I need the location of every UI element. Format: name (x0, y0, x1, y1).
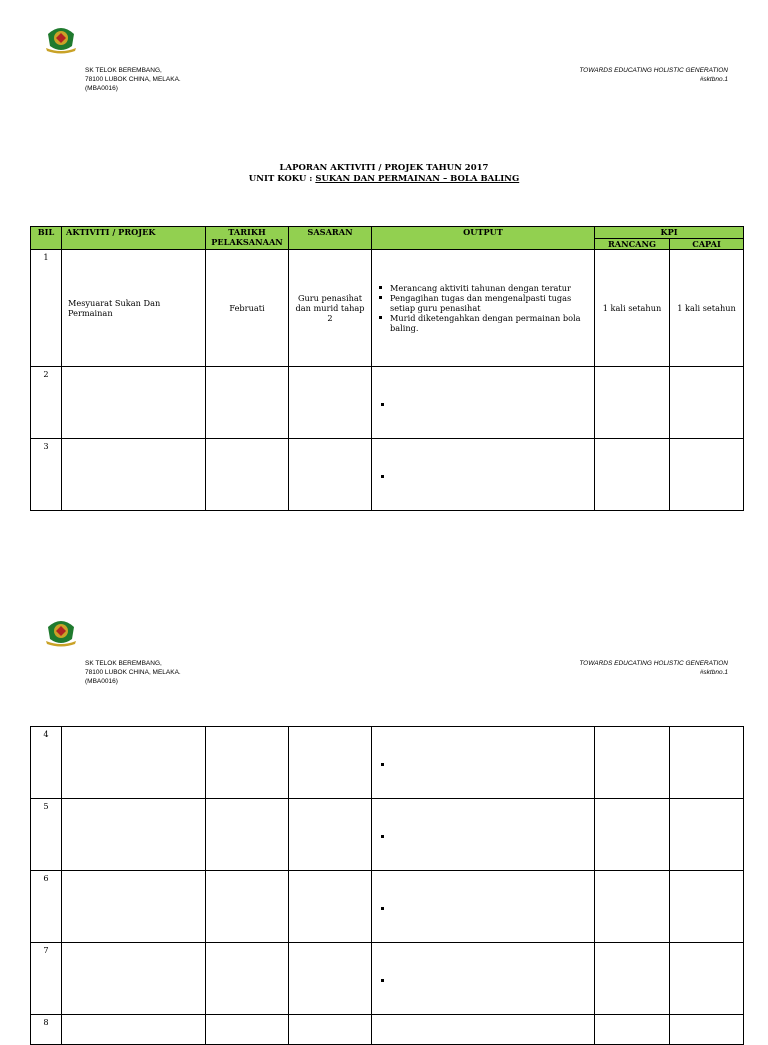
school-motto: TOWARDS EDUCATING HOLISTIC GENERATION (579, 67, 728, 74)
activity-output (372, 439, 595, 511)
output-item: Pengagihan tugas dan mengenalpasti tugas setiap guru penasihat (390, 293, 590, 313)
kpi-rancang (595, 1015, 670, 1045)
activity-name (62, 943, 206, 1015)
school-postcode: 78100 LUBOK CHINA, MELAKA. (85, 669, 181, 676)
activity-date (206, 799, 289, 871)
row-number: 3 (31, 439, 62, 511)
kpi-rancang (595, 943, 670, 1015)
activity-target (289, 727, 372, 799)
document-code: #sktbno.1 (699, 76, 728, 83)
school-motto-block (579, 66, 728, 84)
row-number: 5 (31, 799, 62, 871)
school-address (85, 66, 181, 93)
kpi-capai (670, 367, 744, 439)
activity-target (289, 799, 372, 871)
kpi-capai (670, 439, 744, 511)
col-header-bil: BIL (31, 227, 62, 250)
bullet-icon (381, 763, 384, 766)
col-header-rancang: RANCANG (595, 239, 670, 250)
activity-output (372, 871, 595, 943)
school-postcode: 78100 LUBOK CHINA, MELAKA. (85, 76, 181, 83)
report-title-line1: LAPORAN AKTIVITI / PROJEK TAHUN 2017 (279, 163, 489, 173)
activity-name (62, 727, 206, 799)
bullet-icon (381, 835, 384, 838)
col-header-sasaran: SASARAN (289, 227, 372, 250)
activity-target (289, 439, 372, 511)
table-row (31, 727, 744, 799)
row-number: 7 (31, 943, 62, 1015)
table-row (31, 799, 744, 871)
activity-table-continued (30, 726, 744, 1045)
row-number: 1 (31, 250, 62, 367)
kpi-rancang: 1 kali setahun (595, 250, 670, 367)
kpi-capai (670, 727, 744, 799)
kpi-rancang (595, 439, 670, 511)
report-title-line2: UNIT KOKU : SUKAN DAN PERMAINAN – BOLA BALING (248, 174, 520, 184)
kpi-capai (670, 943, 744, 1015)
activity-date (206, 367, 289, 439)
school-crest-logo (44, 24, 78, 54)
activity-output (372, 1015, 595, 1045)
activity-date (206, 727, 289, 799)
col-header-output: OUTPUT (372, 227, 595, 250)
activity-name (62, 367, 206, 439)
activity-date (206, 871, 289, 943)
kpi-capai (670, 871, 744, 943)
table-row (31, 943, 744, 1015)
activity-table (30, 226, 744, 511)
kpi-capai (670, 1015, 744, 1045)
document-code: #sktbno.1 (699, 669, 728, 676)
kpi-rancang (595, 871, 670, 943)
activity-name (62, 871, 206, 943)
school-address (85, 659, 181, 686)
col-header-tarikh: TARIKH PELAKSANAAN (206, 227, 289, 250)
kpi-capai (670, 799, 744, 871)
activity-target (289, 943, 372, 1015)
table-row (31, 1015, 744, 1045)
activity-output (372, 799, 595, 871)
col-header-kpi: KPI (595, 227, 744, 239)
report-title (0, 163, 768, 185)
bullet-icon (381, 907, 384, 910)
activity-date (206, 1015, 289, 1045)
col-header-aktiviti: AKTIVITI / PROJEK (62, 227, 206, 250)
activity-name (62, 439, 206, 511)
activity-target (289, 367, 372, 439)
kpi-capai: 1 kali setahun (670, 250, 744, 367)
activity-date: Februati (206, 250, 289, 367)
row-number: 2 (31, 367, 62, 439)
school-code: (MBA0016) (85, 85, 118, 92)
activity-date (206, 943, 289, 1015)
bullet-icon (381, 403, 384, 406)
bullet-icon (381, 475, 384, 478)
activity-date (206, 439, 289, 511)
school-crest-logo (44, 617, 78, 647)
activity-output (372, 367, 595, 439)
activity-output (372, 943, 595, 1015)
school-name: SK TELOK BEREMBANG, (85, 67, 162, 74)
activity-output (372, 250, 595, 367)
activity-name (62, 1015, 206, 1045)
activity-output (372, 727, 595, 799)
row-number: 8 (31, 1015, 62, 1045)
school-code: (MBA0016) (85, 678, 118, 685)
col-header-capai: CAPAI (670, 239, 744, 250)
row-number: 4 (31, 727, 62, 799)
activity-target (289, 1015, 372, 1045)
school-motto-block (579, 659, 728, 677)
activity-target: Guru penasihat dan murid tahap 2 (289, 250, 372, 367)
school-motto: TOWARDS EDUCATING HOLISTIC GENERATION (579, 660, 728, 667)
school-name: SK TELOK BEREMBANG, (85, 660, 162, 667)
kpi-rancang (595, 727, 670, 799)
table-row (31, 871, 744, 943)
table-row (31, 367, 744, 439)
table-row (31, 439, 744, 511)
bullet-icon (381, 979, 384, 982)
table-row (31, 250, 744, 367)
output-item: Merancang aktiviti tahunan dengan teratur (390, 283, 590, 293)
kpi-rancang (595, 367, 670, 439)
row-number: 6 (31, 871, 62, 943)
output-item: Murid diketengahkan dengan permainan bola baling. (390, 313, 590, 333)
unit-name: SUKAN DAN PERMAINAN – BOLA BALING (315, 174, 520, 184)
activity-name (62, 799, 206, 871)
kpi-rancang (595, 799, 670, 871)
activity-name: Mesyuarat Sukan Dan Permainan (62, 250, 206, 367)
activity-target (289, 871, 372, 943)
